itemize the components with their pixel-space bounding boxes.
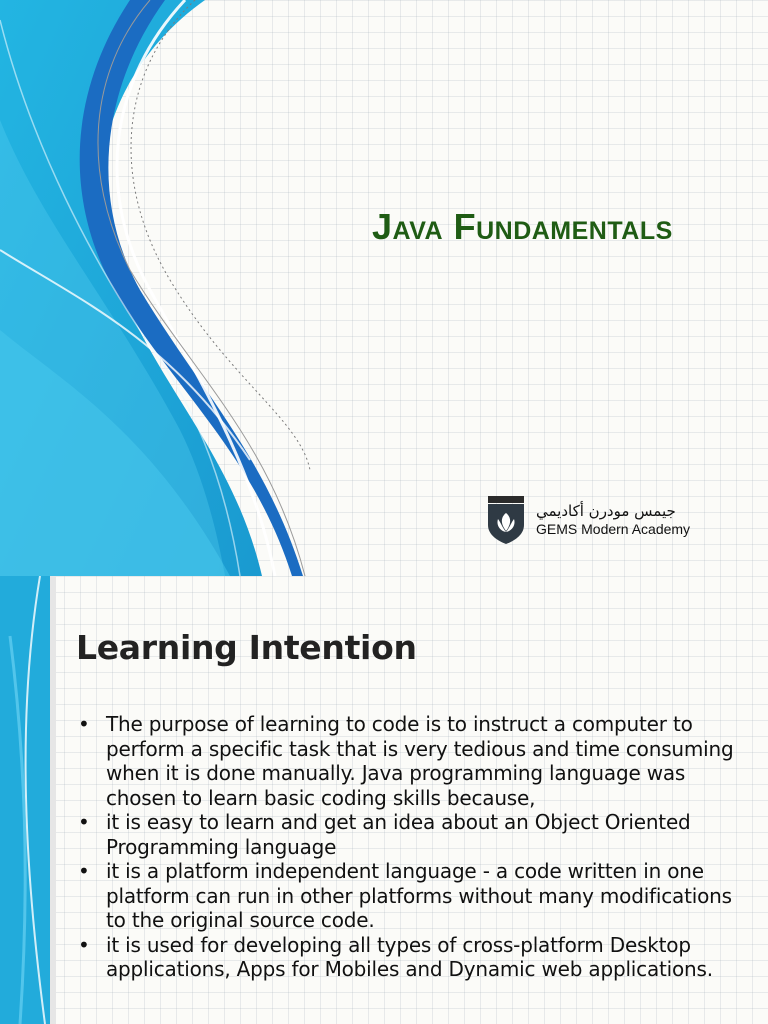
list-item: • it is a platform independent language - a code written in one platform can run in other platforms without many modifications to the original source code. [76,859,748,933]
crest-icon [484,495,528,545]
list-item: • it is used for developing all types of cross-platform Desktop applications, Apps for Mobiles and Dynamic web applications. [76,933,748,982]
slide-heading: Learning Intention [76,628,417,667]
list-item: • The purpose of learning to code is to instruct a computer to perform a specific task that is very tedious and time consuming when it is done manually. Java programming language was chosen to learn basic coding skills because, [76,712,748,810]
school-logo [484,494,714,546]
presentation-title: Java Fundamentals [372,206,673,247]
logo-english-text: GEMS Modern Academy [536,521,691,537]
list-item: • it is easy to learn and get an idea about an Object Oriented Programming language [76,810,748,859]
bullet-list [76,712,748,982]
logo-arabic-text: جيمس مودرن أكاديمي [536,502,676,520]
blue-swoosh-decoration [0,0,320,576]
left-edge-decoration [0,576,60,1024]
